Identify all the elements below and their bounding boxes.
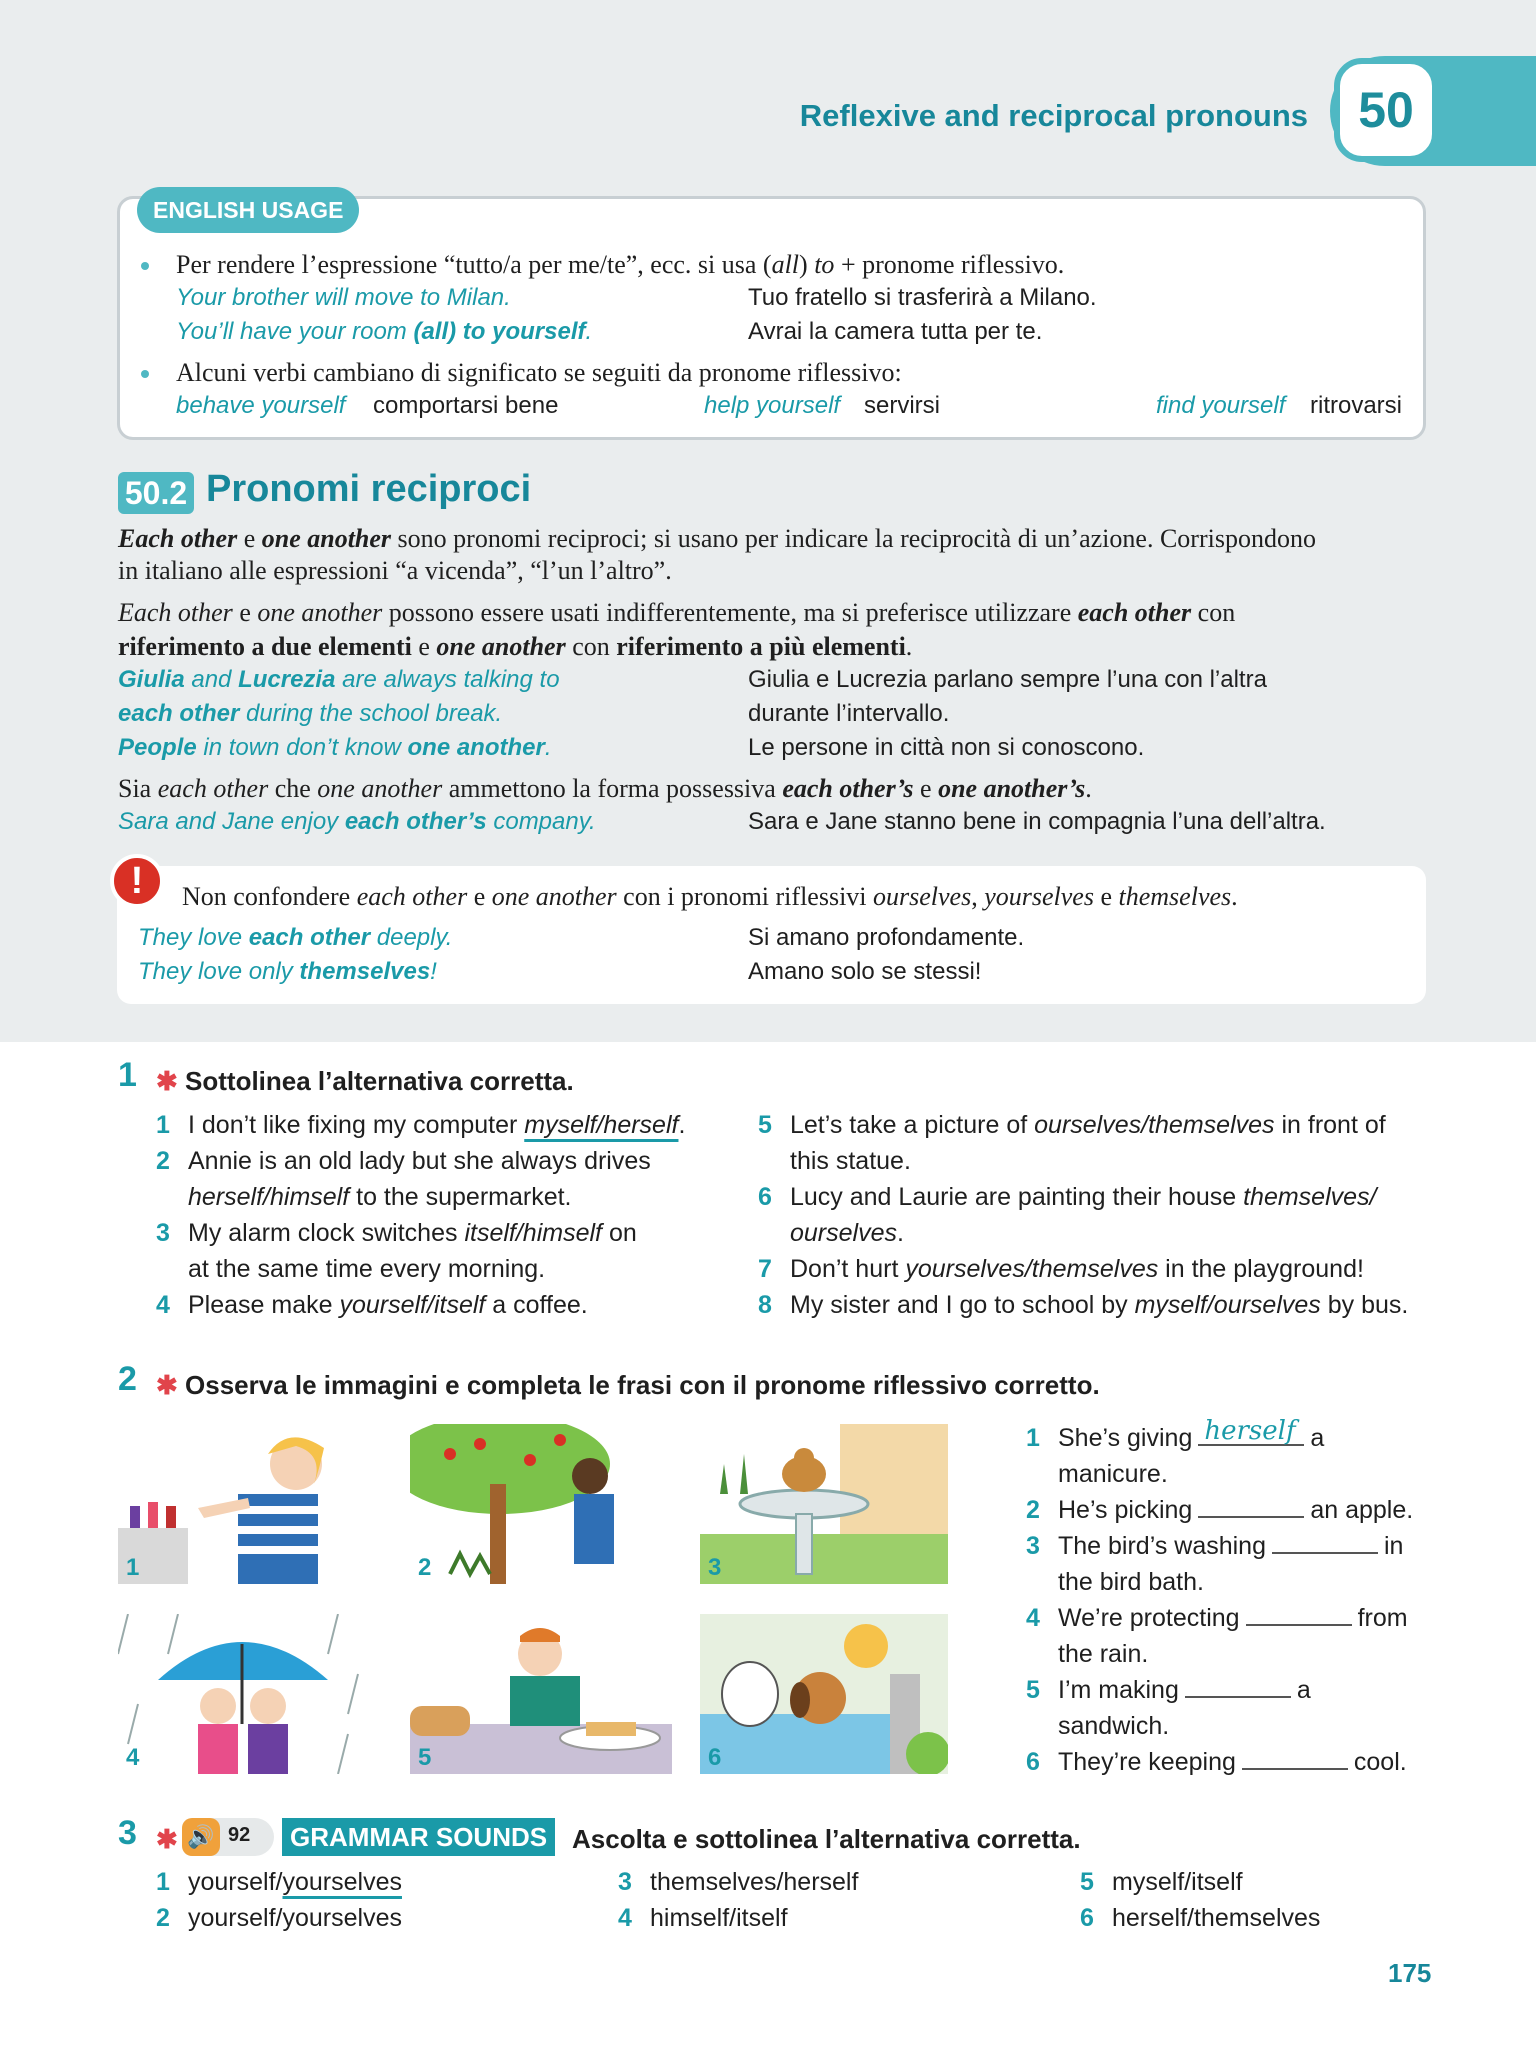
chapter-number: 50	[1334, 58, 1438, 162]
exercise-3-star	[156, 1824, 178, 1855]
item-number: 3	[618, 1868, 632, 1896]
speaker-icon: 🔊	[182, 1818, 220, 1856]
text: (all) to yourself	[413, 318, 586, 345]
text: They love only	[138, 958, 300, 985]
usage-bullet-2: Alcuni verbi cambiano di significato se seguiti da pronome riflessivo:	[176, 358, 902, 387]
item-number: 1	[156, 1868, 170, 1896]
section-paragraph-1b: in italiano alle espressioni “a vicenda”, “l’un l’altro”.	[118, 556, 672, 585]
picture-number-6: 6	[708, 1744, 722, 1771]
warning-example-2-it: Amano solo se stessi!	[748, 958, 982, 985]
exercise-1-title	[156, 1066, 574, 1097]
ex1-item-3b: at the same time every morning.	[188, 1255, 546, 1283]
text: each other’s	[344, 808, 487, 835]
picture-bird-bath	[700, 1424, 948, 1584]
picture-manicure	[118, 1424, 366, 1584]
text: e	[913, 774, 939, 803]
item-number: 1	[156, 1111, 170, 1139]
audio-track-number: 92	[228, 1824, 251, 1846]
english-usage-label: ENGLISH USAGE	[137, 187, 359, 233]
item-number: 1	[1026, 1424, 1040, 1452]
example-2-it: durante l’intervallo.	[748, 700, 950, 727]
choice[interactable]: themselves/	[1243, 1183, 1377, 1211]
text: My sister and I go to school by	[790, 1291, 1135, 1319]
usage-example-2-en	[176, 318, 592, 346]
choice[interactable]: yourself/	[188, 1868, 283, 1896]
ex2-item-5	[1026, 1676, 1311, 1705]
answer-blank[interactable]	[1272, 1532, 1378, 1554]
ex2-item-4b: the rain.	[1058, 1640, 1149, 1668]
picture-apple-tree	[410, 1424, 634, 1584]
verb-3-en: find yourself	[1156, 392, 1286, 419]
ex3-item-6	[1080, 1904, 1320, 1933]
text: in the playground!	[1158, 1255, 1364, 1283]
ex1-item-3	[156, 1219, 637, 1248]
text: .	[544, 734, 552, 761]
item-number: 6	[1080, 1904, 1094, 1932]
ex1-item-5b: this statue.	[790, 1147, 911, 1175]
warning-example-1-en	[138, 924, 452, 952]
grammar-sounds-badge: GRAMMAR SOUNDS	[282, 1818, 555, 1856]
ex2-item-5b: sandwich.	[1058, 1712, 1170, 1740]
text: Sara and Jane enjoy	[118, 808, 345, 835]
text: The bird’s washing	[1058, 1532, 1266, 1560]
text: possono essere usati indifferentemente, ma si preferisce utilizzare	[382, 598, 1078, 627]
bullet-icon	[141, 370, 149, 378]
choice[interactable]: ourselves	[790, 1219, 897, 1247]
text: con i pronomi riflessivi	[616, 882, 874, 911]
bullet-icon	[141, 262, 149, 270]
section-paragraph-2	[118, 598, 1235, 628]
text: .	[1231, 882, 1238, 911]
text: one another	[317, 774, 443, 803]
item-number: 7	[758, 1255, 772, 1283]
text: He’s picking	[1058, 1496, 1193, 1524]
usage-example-1-en: Your brother will move to Milan.	[176, 284, 511, 311]
example-4-it: Sara e Jane stanno bene in compagnia l’una dell’altra.	[748, 808, 1326, 835]
choice[interactable]: myself/ourselves	[1134, 1291, 1321, 1319]
ex1-item-2	[156, 1147, 651, 1176]
text: .	[1085, 774, 1092, 803]
text: and	[184, 666, 239, 693]
apple-tree-illustration	[410, 1424, 634, 1584]
ex2-item-3b: the bird bath.	[1058, 1568, 1204, 1596]
text: one another	[491, 882, 617, 911]
text: !	[430, 958, 437, 985]
text: all	[771, 250, 800, 279]
choice[interactable]: himself/itself	[650, 1904, 788, 1932]
text: Sottolinea l’alternativa corretta.	[185, 1066, 574, 1096]
text: )	[799, 250, 815, 279]
star-icon: ✱	[156, 1066, 178, 1096]
item-number: 5	[758, 1111, 772, 1139]
text: a	[1310, 1424, 1325, 1452]
dogs-illustration	[700, 1614, 948, 1774]
text: You’ll have your room	[176, 318, 414, 345]
choice[interactable]: themselves/herself	[650, 1868, 859, 1896]
choice[interactable]: itself/himself	[464, 1219, 602, 1247]
answer-blank[interactable]	[1198, 1496, 1304, 1518]
example-3-it: Le persone in città non si conoscono.	[748, 734, 1145, 761]
page-number: 175	[1388, 1958, 1432, 1988]
exercise-1-number: 1	[118, 1056, 137, 1094]
umbrella-illustration	[118, 1614, 366, 1774]
item-number: 4	[618, 1904, 632, 1932]
answer-blank[interactable]	[1198, 1416, 1304, 1446]
verb-3-it: ritrovarsi	[1310, 392, 1403, 419]
item-number: 5	[1080, 1868, 1094, 1896]
warning-example-1-it: Si amano profondamente.	[748, 924, 1025, 951]
text: each other	[248, 924, 371, 951]
item-number: 3	[156, 1219, 170, 1247]
text: to	[814, 250, 835, 279]
page-title: Reflexive and reciprocal pronouns	[799, 98, 1308, 133]
text: are always talking to	[335, 666, 560, 693]
picture-number-2: 2	[418, 1554, 432, 1581]
text: a coffee.	[485, 1291, 588, 1319]
picture-sandwich	[410, 1614, 672, 1774]
usage-bullet-1	[176, 250, 1064, 280]
usage-example-1-it: Tuo fratello si trasferirà a Milano.	[748, 284, 1097, 311]
text: yourselves	[984, 882, 1094, 911]
text: .	[905, 632, 913, 661]
audio-track-button[interactable]	[182, 1818, 274, 1856]
text: each other’s	[782, 774, 914, 803]
section-paragraph-4	[118, 774, 1092, 804]
text: My alarm clock switches	[188, 1219, 465, 1247]
text: Please make	[188, 1291, 340, 1319]
text: Let’s take a picture of	[790, 1111, 1035, 1139]
ex1-item-8	[758, 1291, 1408, 1320]
text: Annie is an old lady but she always drives	[188, 1147, 651, 1175]
ex2-item-1	[1026, 1416, 1325, 1453]
example-3-en	[118, 734, 552, 762]
choice[interactable]: yourselves/themselves	[905, 1255, 1159, 1283]
manicure-illustration	[118, 1424, 366, 1584]
ex1-item-6b	[790, 1219, 904, 1248]
text: Per rendere l’espressione “tutto/a per me/te”, ecc. si usa (	[176, 250, 772, 279]
warning-icon: !	[110, 854, 164, 908]
text: I don’t like fixing my computer	[188, 1111, 525, 1139]
ex2-item-3	[1026, 1532, 1403, 1561]
text: .	[897, 1219, 904, 1247]
ex1-item-2b	[188, 1183, 572, 1212]
text: .	[585, 318, 593, 345]
exercise-3-title: Ascolta e sottolinea l’alternativa corretta.	[572, 1824, 1081, 1854]
text: Each other	[118, 524, 238, 553]
text: e	[1093, 882, 1119, 911]
item-number: 3	[1026, 1532, 1040, 1560]
item-number: 4	[1026, 1604, 1040, 1632]
exercise-2-title	[156, 1370, 1100, 1401]
text: ,	[971, 882, 985, 911]
choice[interactable]: herself/himself	[188, 1183, 350, 1211]
text: each other	[157, 774, 269, 803]
text: during the school break.	[239, 700, 503, 727]
choice[interactable]: ourselves/themselves	[1034, 1111, 1275, 1139]
section-title: Pronomi reciproci	[206, 468, 532, 510]
text: con	[1191, 598, 1236, 627]
text: one another	[436, 632, 566, 661]
text: Sia	[118, 774, 158, 803]
answer-blank[interactable]	[1246, 1604, 1352, 1626]
exercise-3-number: 3	[118, 1814, 137, 1852]
text: e	[232, 598, 258, 627]
text: each other	[356, 882, 468, 911]
verb-1-en: behave yourself	[176, 392, 346, 419]
choice[interactable]: myself/itself	[1112, 1868, 1243, 1896]
ex1-item-7	[758, 1255, 1364, 1284]
picture-number-4: 4	[126, 1744, 140, 1771]
text: e	[411, 632, 437, 661]
section-paragraph-1	[118, 524, 1316, 554]
text: on	[602, 1219, 637, 1247]
text: in front of	[1274, 1111, 1386, 1139]
text: che	[268, 774, 318, 803]
text: one another’s	[938, 774, 1086, 803]
text: Osserva le immagini e completa le frasi con il pronome riflessivo corretto.	[185, 1370, 1100, 1400]
star-icon: ✱	[156, 1370, 178, 1400]
star-icon: ✱	[156, 1824, 178, 1854]
text: + pronome riflessivo.	[834, 250, 1065, 279]
warning-text	[182, 882, 1238, 912]
ex3-item-3	[618, 1868, 858, 1897]
item-number: 6	[1026, 1748, 1040, 1776]
text: sono pronomi reciproci; si usano per indicare la reciprocità di un’azione. Corrispondono	[391, 524, 1316, 553]
bird-bath-illustration	[700, 1424, 948, 1584]
verb-1-it: comportarsi bene	[373, 392, 559, 419]
picture-number-1: 1	[126, 1554, 140, 1581]
text: Giulia	[118, 666, 185, 693]
picture-umbrella	[118, 1614, 366, 1774]
ex2-item-1b: manicure.	[1058, 1460, 1168, 1488]
text: one another	[257, 598, 383, 627]
text: each other	[118, 700, 240, 727]
choice[interactable]: myself/herself	[524, 1111, 679, 1139]
text: Lucrezia	[238, 666, 336, 693]
ex2-item-6	[1026, 1748, 1407, 1777]
item-number: 6	[758, 1183, 772, 1211]
picture-dogs	[700, 1614, 948, 1774]
section-badge: 50.2	[118, 472, 194, 514]
text: one another	[407, 734, 545, 761]
text: Don’t hurt	[790, 1255, 906, 1283]
ex1-item-6	[758, 1183, 1376, 1212]
item-number: 2	[156, 1904, 170, 1932]
text: .	[678, 1111, 686, 1139]
text: Lucy and Laurie are painting their house	[790, 1183, 1244, 1211]
text: riferimento a due elementi	[118, 632, 412, 661]
text: each other	[1077, 598, 1192, 627]
ex2-item-4	[1026, 1604, 1408, 1633]
choice[interactable]: herself/themselves	[1112, 1904, 1321, 1932]
picture-number-5: 5	[418, 1744, 432, 1771]
text: a	[1296, 1676, 1311, 1704]
example-1-it: Giulia e Lucrezia parlano sempre l’una con l’altra	[748, 666, 1267, 693]
ex3-item-4	[618, 1904, 788, 1933]
text: Each other	[118, 598, 233, 627]
text: themselves	[299, 958, 431, 985]
usage-example-2-it: Avrai la camera tutta per te.	[748, 318, 1043, 345]
ex1-item-1	[156, 1111, 685, 1140]
ex1-item-5	[758, 1111, 1386, 1140]
text: one another	[261, 524, 392, 553]
text: Non confondere	[182, 882, 357, 911]
choice[interactable]: yourselves	[282, 1868, 402, 1896]
ex3-item-1	[156, 1868, 402, 1897]
warning-example-2-en	[138, 958, 437, 986]
text: ourselves	[873, 882, 972, 911]
text: e	[237, 524, 262, 553]
text: to the supermarket.	[349, 1183, 572, 1211]
verb-2-it: servirsi	[864, 392, 940, 419]
verb-2-en: help yourself	[704, 392, 841, 419]
text: deeply.	[370, 924, 453, 951]
ex3-item-5	[1080, 1868, 1243, 1897]
text: from	[1357, 1604, 1408, 1632]
picture-number-3: 3	[708, 1554, 722, 1581]
sandwich-illustration	[410, 1614, 672, 1774]
text: People	[118, 734, 197, 761]
ex2-item-2	[1026, 1496, 1413, 1525]
item-number: 8	[758, 1291, 772, 1319]
text: They’re keeping	[1058, 1748, 1236, 1776]
item-number: 5	[1026, 1676, 1040, 1704]
text: e	[467, 882, 492, 911]
text: in town don’t know	[196, 734, 408, 761]
text: an apple.	[1310, 1496, 1414, 1524]
example-1-en	[118, 666, 560, 694]
example-2-en	[118, 700, 502, 728]
answer-blank[interactable]	[1185, 1676, 1291, 1698]
item-number: 4	[156, 1291, 170, 1319]
text: I’m making	[1058, 1676, 1179, 1704]
example-4-en	[118, 808, 596, 836]
answer-blank[interactable]	[1242, 1748, 1348, 1770]
text: company.	[486, 808, 596, 835]
choice[interactable]: yourself/yourselves	[188, 1904, 402, 1932]
text: riferimento a più elementi	[616, 632, 906, 661]
handwritten-answer: herself	[1204, 1416, 1296, 1446]
section-paragraph-3	[118, 632, 912, 662]
text: She’s giving	[1058, 1424, 1193, 1452]
ex3-item-2	[156, 1904, 402, 1933]
text: in	[1383, 1532, 1404, 1560]
text: by bus.	[1320, 1291, 1409, 1319]
text: We’re protecting	[1058, 1604, 1240, 1632]
text: They love	[138, 924, 249, 951]
item-number: 2	[1026, 1496, 1040, 1524]
text: themselves	[1118, 882, 1232, 911]
exercise-2-number: 2	[118, 1360, 137, 1398]
item-number: 2	[156, 1147, 170, 1175]
text: cool.	[1353, 1748, 1407, 1776]
text: ammettono la forma possessiva	[442, 774, 783, 803]
ex1-item-4	[156, 1291, 588, 1320]
text: con	[565, 632, 617, 661]
choice[interactable]: yourself/itself	[339, 1291, 486, 1319]
